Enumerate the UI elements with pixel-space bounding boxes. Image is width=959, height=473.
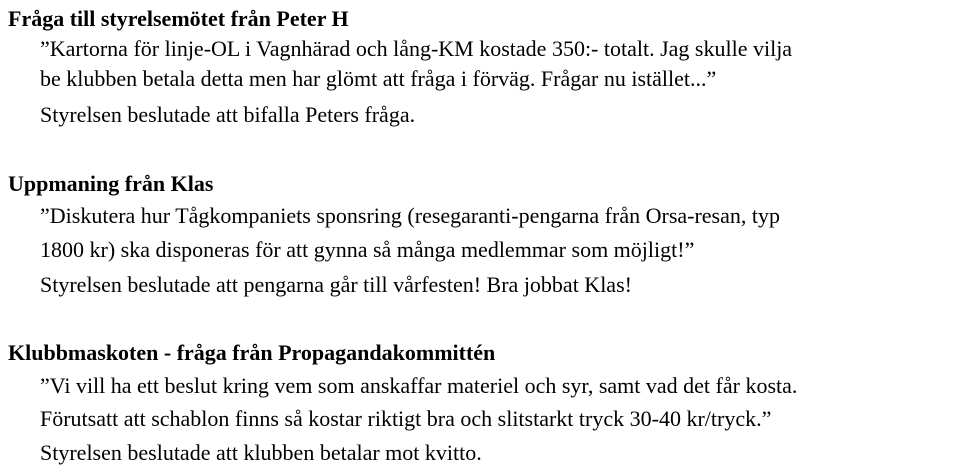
quote-line: ”Diskutera hur Tågkompaniets sponsring (resegaranti-pengarna från Orsa-resan, typ (40, 203, 780, 228)
section-heading: Fråga till styrelsemötet från Peter H (8, 6, 349, 31)
quote-line: be klubben betala detta men har glömt att fråga i förväg. Frågar nu istället...” (40, 66, 717, 91)
quote-line: ”Kartorna för linje-OL i Vagnhärad och lång-KM kostade 350:- totalt. Jag skulle vilja (40, 36, 793, 61)
quote-line: ”Vi vill ha ett beslut kring vem som anskaffar materiel och syr, samt vad det får kosta. (40, 373, 798, 398)
decision-line: Styrelsen beslutade att klubben betalar mot kvitto. (40, 440, 482, 465)
section-heading: Klubbmaskoten - fråga från Propagandakommittén (8, 340, 496, 365)
section-heading: Uppmaning från Klas (8, 171, 214, 196)
decision-line: Styrelsen beslutade att bifalla Peters fråga. (40, 102, 416, 127)
decision-line: Styrelsen beslutade att pengarna går till vårfesten! Bra jobbat Klas! (40, 272, 632, 297)
quote-line: 1800 kr) ska disponeras för att gynna så många medlemmar som möjligt!” (40, 237, 695, 262)
quote-line: Förutsatt att schablon finns så kostar riktigt bra och slitstarkt tryck 30-40 kr/tryck.” (40, 406, 772, 431)
